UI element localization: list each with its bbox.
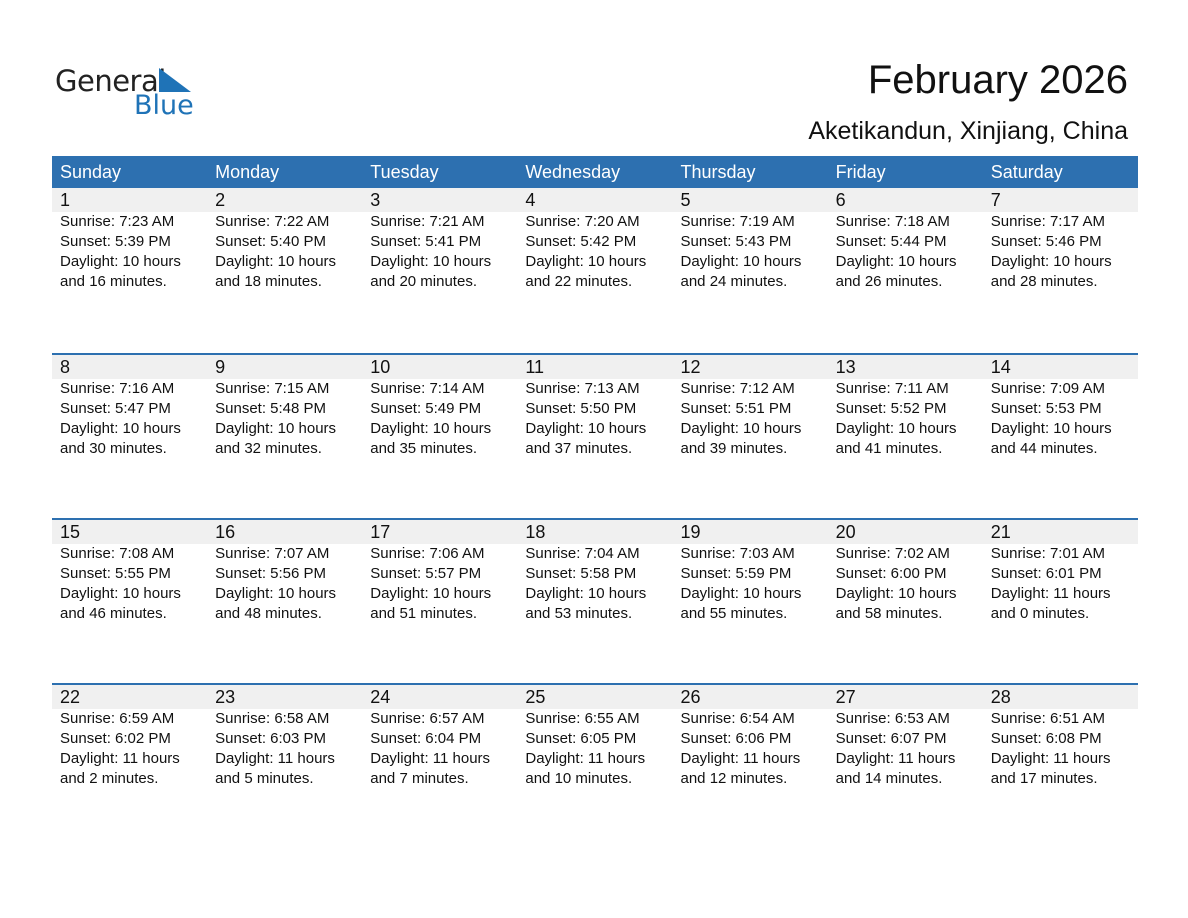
daylight-minutes-text: and 30 minutes. (60, 440, 167, 457)
day-number: 17 (370, 522, 391, 542)
sunset-text: Sunset: 6:03 PM (215, 730, 327, 747)
sunset-text: Sunset: 6:06 PM (680, 730, 792, 747)
day-number: 27 (835, 687, 856, 707)
daylight-minutes-text: and 46 minutes. (60, 605, 167, 622)
day-number: 5 (680, 190, 691, 210)
daylight-minutes-text: and 55 minutes. (680, 605, 788, 622)
daylight-text: Daylight: 10 hours (525, 585, 647, 602)
sunset-text: Sunset: 6:05 PM (525, 730, 637, 747)
day-number: 3 (370, 190, 381, 210)
day-number: 8 (60, 357, 71, 377)
day-cell (673, 685, 828, 789)
daylight-text: Daylight: 10 hours (835, 253, 957, 270)
day-cell (983, 355, 1138, 459)
daylight-text: Daylight: 10 hours (215, 585, 337, 602)
daylight-minutes-text: and 5 minutes. (215, 770, 314, 787)
day-cell (362, 355, 517, 459)
day-cell (983, 685, 1138, 789)
logo-text-general: General (55, 64, 166, 98)
calendar-grid (52, 156, 1138, 848)
sunrise-text: Sunrise: 7:14 AM (370, 380, 485, 397)
daylight-text: Daylight: 10 hours (215, 253, 337, 270)
weekday-monday: Monday (215, 162, 280, 182)
sunset-text: Sunset: 6:08 PM (990, 730, 1102, 747)
sunset-text: Sunset: 5:42 PM (525, 233, 637, 250)
daylight-minutes-text: and 18 minutes. (215, 273, 322, 290)
day-cell (207, 685, 362, 789)
sunrise-text: Sunrise: 7:12 AM (680, 380, 795, 397)
daylight-minutes-text: and 35 minutes. (370, 440, 477, 457)
day-cell (828, 188, 983, 292)
sunset-text: Sunset: 5:57 PM (370, 565, 482, 582)
daylight-minutes-text: and 41 minutes. (835, 440, 943, 457)
daylight-minutes-text: and 7 minutes. (370, 770, 469, 787)
daylight-minutes-text: and 17 minutes. (990, 770, 1098, 787)
sunset-text: Sunset: 5:43 PM (680, 233, 792, 250)
sunrise-text: Sunrise: 7:13 AM (525, 380, 640, 397)
day-cell (983, 520, 1138, 624)
sunrise-text: Sunrise: 6:57 AM (370, 710, 485, 727)
day-number: 7 (990, 190, 1001, 210)
day-cell (673, 520, 828, 624)
weekday-thursday: Thursday (680, 162, 756, 182)
daylight-text: Daylight: 11 hours (370, 750, 491, 767)
sunrise-text: Sunrise: 7:20 AM (525, 213, 640, 230)
day-number: 20 (835, 522, 856, 542)
daylight-minutes-text: and 14 minutes. (835, 770, 943, 787)
day-number: 18 (525, 522, 546, 542)
day-number: 6 (835, 190, 846, 210)
sunset-text: Sunset: 6:02 PM (60, 730, 171, 747)
sunrise-text: Sunrise: 7:07 AM (215, 545, 330, 562)
logo-triangle-icon (159, 68, 191, 92)
weekday-sunday: Sunday (60, 162, 122, 182)
daylight-text: Daylight: 10 hours (215, 420, 337, 437)
daylight-text: Daylight: 10 hours (525, 420, 647, 437)
day-cell (517, 188, 672, 292)
sunrise-text: Sunrise: 6:59 AM (60, 710, 175, 727)
daylight-text: Daylight: 11 hours (835, 750, 956, 767)
daylight-text: Daylight: 10 hours (60, 585, 181, 602)
day-cell (673, 355, 828, 459)
sunset-text: Sunset: 5:59 PM (680, 565, 792, 582)
sunrise-text: Sunrise: 7:03 AM (680, 545, 795, 562)
day-number: 1 (60, 190, 71, 210)
day-cell (207, 520, 362, 624)
sunrise-text: Sunrise: 7:19 AM (680, 213, 795, 230)
daylight-minutes-text: and 37 minutes. (525, 440, 633, 457)
weekday-tuesday: Tuesday (370, 162, 439, 182)
daylight-minutes-text: and 26 minutes. (835, 273, 943, 290)
day-number: 11 (525, 357, 545, 377)
sunset-text: Sunset: 5:47 PM (60, 400, 171, 417)
day-number: 12 (680, 357, 701, 377)
sunset-text: Sunset: 5:39 PM (60, 233, 171, 250)
weekday-header (52, 156, 1138, 188)
daylight-minutes-text: and 28 minutes. (990, 273, 1098, 290)
day-number: 23 (215, 687, 236, 707)
day-cell (517, 685, 672, 789)
day-number: 25 (525, 687, 546, 707)
sunrise-text: Sunrise: 7:18 AM (835, 213, 950, 230)
daylight-text: Daylight: 11 hours (525, 750, 646, 767)
sunrise-text: Sunrise: 7:11 AM (835, 380, 949, 397)
sunset-text: Sunset: 5:52 PM (835, 400, 947, 417)
weekday-wednesday: Wednesday (525, 162, 621, 182)
sunset-text: Sunset: 5:41 PM (370, 233, 482, 250)
logo-text-blue: Blue (134, 90, 194, 121)
day-number: 22 (60, 687, 81, 707)
daylight-minutes-text: and 10 minutes. (525, 770, 633, 787)
daylight-text: Daylight: 10 hours (835, 420, 957, 437)
day-cell (517, 520, 672, 624)
sunrise-text: Sunrise: 7:01 AM (990, 545, 1105, 562)
daylight-text: Daylight: 11 hours (215, 750, 335, 767)
sunset-text: Sunset: 6:04 PM (370, 730, 482, 747)
daylight-minutes-text: and 44 minutes. (990, 440, 1098, 457)
sunrise-text: Sunrise: 6:53 AM (835, 710, 950, 727)
sunrise-text: Sunrise: 7:04 AM (525, 545, 640, 562)
sunrise-text: Sunrise: 7:22 AM (215, 213, 330, 230)
daylight-minutes-text: and 20 minutes. (370, 273, 477, 290)
sunset-text: Sunset: 5:49 PM (370, 400, 482, 417)
sunrise-text: Sunrise: 7:23 AM (60, 213, 175, 230)
daylight-text: Daylight: 10 hours (525, 253, 647, 270)
sunrise-text: Sunrise: 7:08 AM (60, 545, 175, 562)
daylight-text: Daylight: 10 hours (60, 420, 181, 437)
sunset-text: Sunset: 5:44 PM (835, 233, 947, 250)
day-number: 9 (215, 357, 226, 377)
daylight-text: Daylight: 10 hours (990, 420, 1112, 437)
daylight-minutes-text: and 2 minutes. (60, 770, 159, 787)
day-cell (983, 188, 1138, 292)
daylight-minutes-text: and 32 minutes. (215, 440, 322, 457)
sunrise-text: Sunrise: 7:06 AM (370, 545, 485, 562)
day-number: 15 (60, 522, 81, 542)
daylight-minutes-text: and 22 minutes. (525, 273, 633, 290)
day-cell (207, 188, 362, 292)
daylight-text: Daylight: 10 hours (370, 420, 492, 437)
day-cell (828, 355, 983, 459)
daylight-text: Daylight: 10 hours (680, 420, 802, 437)
daylight-text: Daylight: 10 hours (990, 253, 1112, 270)
sunrise-text: Sunrise: 7:15 AM (215, 380, 330, 397)
daylight-text: Daylight: 11 hours (60, 750, 180, 767)
day-cell (673, 188, 828, 292)
sunrise-text: Sunrise: 7:02 AM (835, 545, 950, 562)
day-number: 13 (835, 357, 856, 377)
sunrise-text: Sunrise: 6:51 AM (990, 710, 1105, 727)
day-number: 21 (990, 522, 1011, 542)
sunset-text: Sunset: 6:00 PM (835, 565, 947, 582)
day-number: 26 (680, 687, 701, 707)
generalblue-logo (55, 64, 195, 120)
daylight-text: Daylight: 10 hours (835, 585, 957, 602)
day-cell (362, 188, 517, 292)
week-row (52, 353, 1138, 518)
daylight-minutes-text: and 58 minutes. (835, 605, 943, 622)
sunrise-text: Sunrise: 6:54 AM (680, 710, 795, 727)
daylight-minutes-text: and 0 minutes. (990, 605, 1090, 622)
sunrise-text: Sunrise: 7:21 AM (370, 213, 485, 230)
day-cell (362, 685, 517, 789)
daylight-minutes-text: and 53 minutes. (525, 605, 633, 622)
sunset-text: Sunset: 6:07 PM (835, 730, 947, 747)
sunrise-text: Sunrise: 6:55 AM (525, 710, 640, 727)
sunset-text: Sunset: 5:53 PM (990, 400, 1102, 417)
day-cell (362, 520, 517, 624)
day-number: 10 (370, 357, 391, 377)
sunset-text: Sunset: 5:46 PM (990, 233, 1102, 250)
sunset-text: Sunset: 5:55 PM (60, 565, 171, 582)
daylight-minutes-text: and 39 minutes. (680, 440, 788, 457)
daylight-minutes-text: and 12 minutes. (680, 770, 788, 787)
day-cell (52, 685, 207, 789)
daylight-text: Daylight: 10 hours (370, 253, 492, 270)
daylight-text: Daylight: 11 hours (990, 750, 1111, 767)
day-cell (828, 685, 983, 789)
sunset-text: Sunset: 6:01 PM (990, 565, 1102, 582)
weekday-saturday: Saturday (990, 162, 1063, 182)
daylight-minutes-text: and 24 minutes. (680, 273, 788, 290)
sunrise-text: Sunrise: 6:58 AM (215, 710, 330, 727)
day-number: 16 (215, 522, 236, 542)
day-number: 19 (680, 522, 701, 542)
day-cell (207, 355, 362, 459)
sunrise-text: Sunrise: 7:16 AM (60, 380, 175, 397)
day-number: 24 (370, 687, 391, 707)
day-cell (517, 355, 672, 459)
daylight-text: Daylight: 10 hours (680, 585, 802, 602)
day-cell (828, 520, 983, 624)
sunset-text: Sunset: 5:51 PM (680, 400, 792, 417)
sunrise-text: Sunrise: 7:17 AM (990, 213, 1105, 230)
day-number: 4 (525, 190, 536, 210)
week-row (52, 188, 1138, 353)
weekday-friday: Friday (835, 162, 886, 182)
daylight-text: Daylight: 10 hours (60, 253, 181, 270)
day-cell (52, 520, 207, 624)
daylight-text: Daylight: 11 hours (680, 750, 801, 767)
day-number: 2 (215, 190, 226, 210)
daylight-text: Daylight: 10 hours (370, 585, 492, 602)
day-number: 14 (990, 357, 1011, 377)
sunrise-text: Sunrise: 7:09 AM (990, 380, 1105, 397)
sunset-text: Sunset: 5:48 PM (215, 400, 327, 417)
day-cell (52, 355, 207, 459)
week-row (52, 518, 1138, 683)
day-number: 28 (990, 687, 1011, 707)
week-row (52, 683, 1138, 848)
sunset-text: Sunset: 5:50 PM (525, 400, 637, 417)
sunset-text: Sunset: 5:58 PM (525, 565, 637, 582)
daylight-text: Daylight: 10 hours (680, 253, 802, 270)
daylight-minutes-text: and 51 minutes. (370, 605, 477, 622)
day-cell (52, 188, 207, 292)
daylight-minutes-text: and 16 minutes. (60, 273, 167, 290)
daylight-minutes-text: and 48 minutes. (215, 605, 322, 622)
daylight-text: Daylight: 11 hours (990, 585, 1111, 602)
location-subtitle: Aketikandun, Xinjiang, China (808, 117, 1128, 145)
sunset-text: Sunset: 5:40 PM (215, 233, 327, 250)
page-title: February 2026 (867, 58, 1128, 102)
sunset-text: Sunset: 5:56 PM (215, 565, 327, 582)
